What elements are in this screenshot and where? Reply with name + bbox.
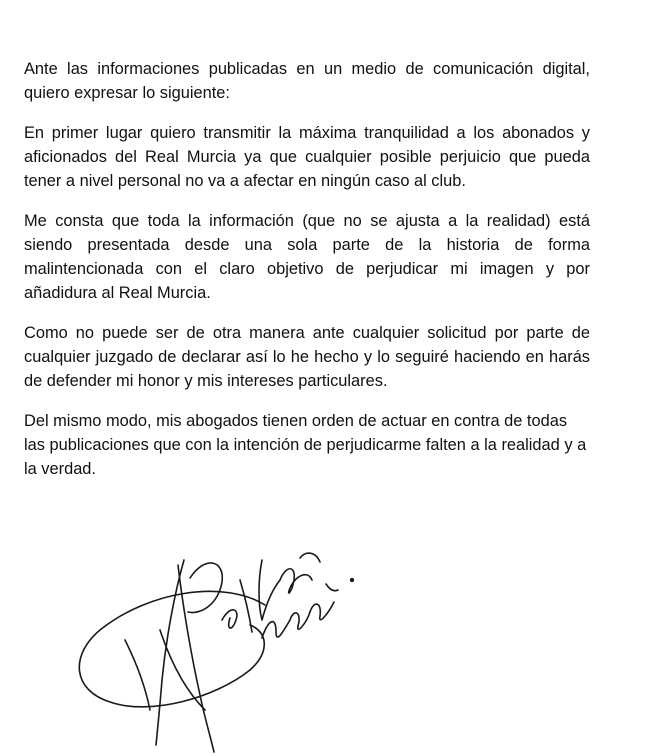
handwritten-signature xyxy=(0,520,650,756)
paragraph-information: Me consta que toda la información (que no se ajusta a la realidad) está siendo presentada desde una sola parte de la historia de forma malintencionada con el claro objetivo de perjudicar mi imagen y por añadidura al Real Murcia. xyxy=(24,212,590,302)
paragraph-reassurance: En primer lugar quiero transmitir la máxima tranquilidad a los abonados y aficionados del Real Murcia ya que cualquier posible perjuicio que pueda tener a nivel personal no va a afectar en ningún caso al club. xyxy=(24,124,590,190)
paragraph-lawyers: Del mismo modo, mis abogados tienen orden de actuar en contra de todas las publicaciones que con la intención de perjudicarme falten a la realidad y a la verdad. xyxy=(24,412,587,478)
paragraph-intro: Ante las informaciones publicadas en un medio de comunicación digital, quiero expresar lo siguiente: xyxy=(24,60,590,102)
statement-body xyxy=(24,57,590,497)
paragraph-court: Como no puede ser de otra manera ante cualquier solicitud por parte de cualquier juzgado de declarar así lo he hecho y lo seguiré haciendo en harás de defender mi honor y mis intereses particulares. xyxy=(24,324,590,390)
